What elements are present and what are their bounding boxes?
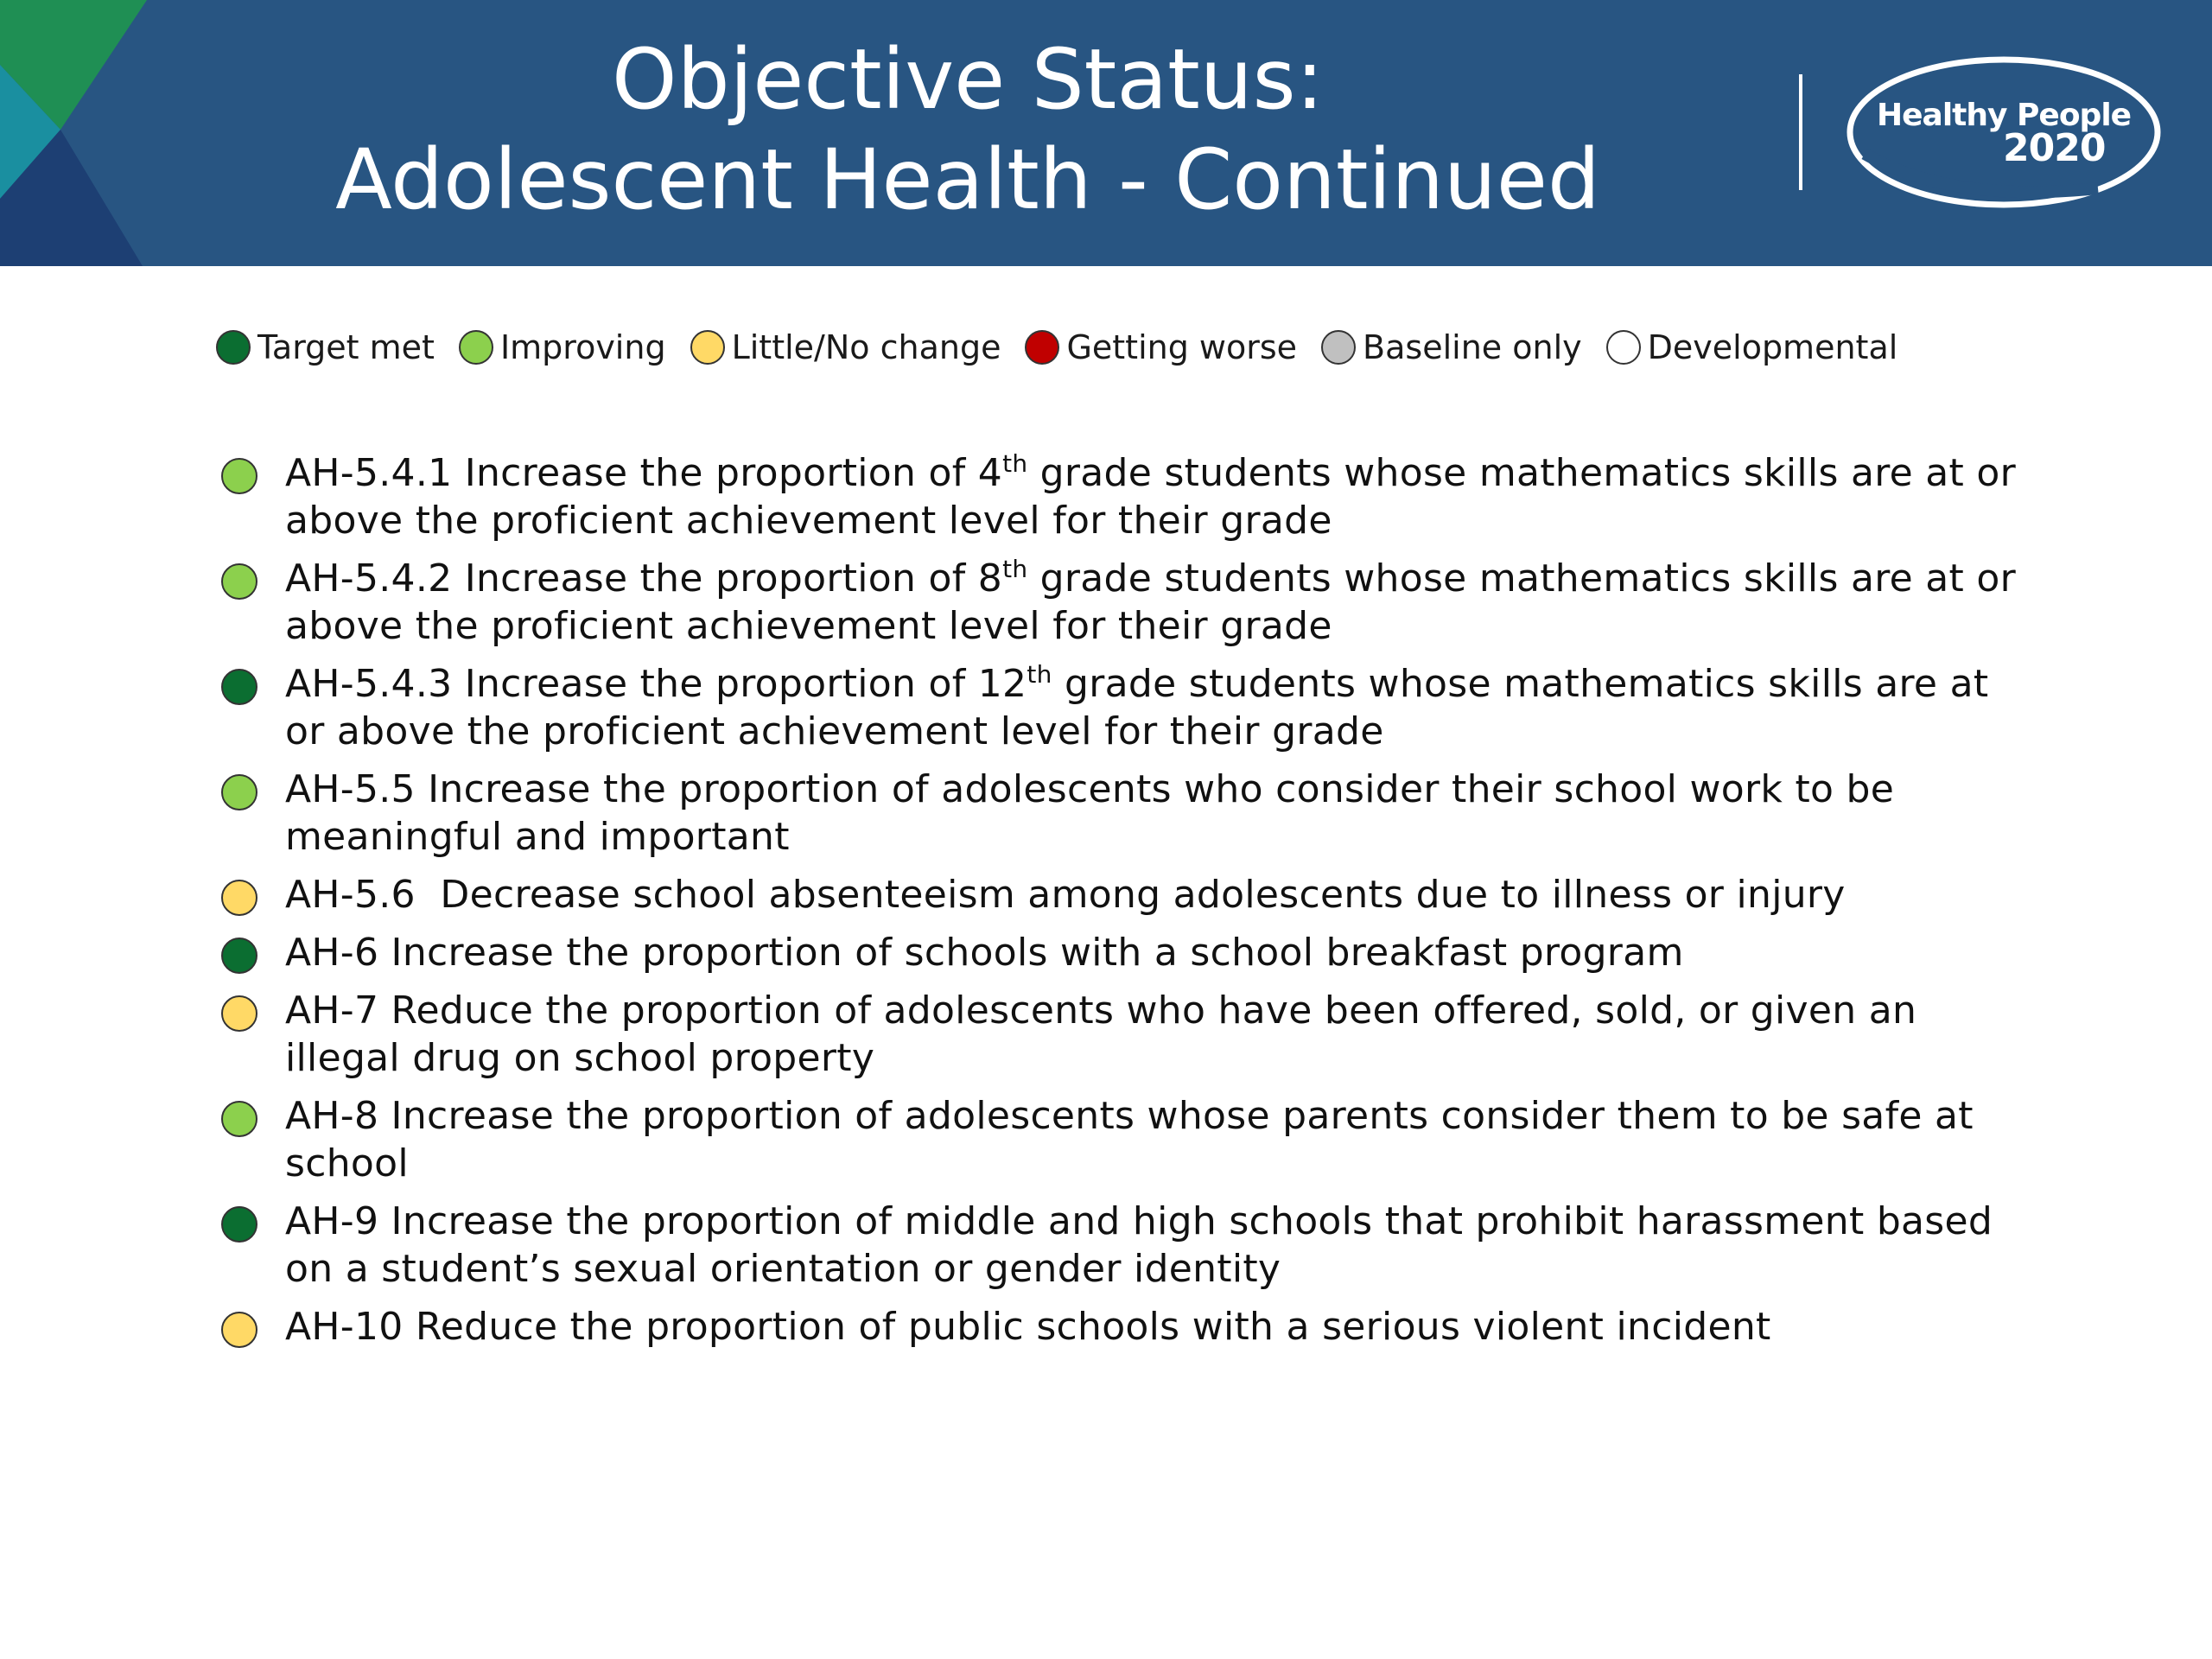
status-dot-icon [221, 1101, 257, 1137]
objective-item [218, 987, 2032, 1082]
status-dot-icon [221, 774, 257, 810]
objective-item [218, 555, 2032, 650]
status-dot-icon [221, 880, 257, 916]
legend-item-target-met [216, 328, 435, 366]
legend-item-baseline-only [1321, 328, 1582, 366]
objective-item [218, 1198, 2032, 1293]
slide-header [0, 0, 2212, 266]
objective-text: AH-8 Increase the proportion of adolescents whose parents consider them to be safe at school [285, 1094, 1974, 1185]
status-dot-icon [221, 563, 257, 600]
objective-text: AH-5.6 Decrease school absenteeism among adolescents due to illness or injury [285, 873, 1846, 917]
objective-item [218, 660, 2032, 755]
objective-text-continued: grade students whose mathematics skills are at or above the proficient achievement level for their grade [285, 451, 2017, 543]
improving-dot-icon [459, 330, 493, 365]
title-line-2: Adolescent Health - Continued [335, 131, 1600, 228]
objective-item [218, 929, 2032, 976]
objective-item [218, 1092, 2032, 1187]
legend-label: Getting worse [1066, 328, 1298, 366]
healthy-people-logo [1839, 50, 2169, 214]
legend-label: Improving [499, 328, 666, 366]
objective-text-continued: grade students whose mathematics skills are at or above the proficient achievement level for their grade [285, 556, 2017, 648]
objective-text: AH-5.4.2 Increase the proportion of 8 [285, 556, 1003, 601]
ordinal-suffix: th [1027, 660, 1052, 689]
baseline-only-dot-icon [1321, 330, 1356, 365]
status-dot-icon [221, 669, 257, 705]
little-no-change-dot-icon [690, 330, 725, 365]
title-line-1: Objective Status: [612, 31, 1324, 128]
page-title [225, 29, 1711, 230]
objective-text: AH-7 Reduce the proportion of adolescents who have been offered, sold, or given an illegal drug on school property [285, 988, 1917, 1080]
status-dot-icon [221, 938, 257, 974]
corner-decoration [0, 0, 173, 266]
logo-text-healthy-people: Healthy People [1877, 98, 2132, 133]
status-dot-icon [221, 1206, 257, 1243]
status-legend [216, 323, 1897, 372]
getting-worse-dot-icon [1025, 330, 1059, 365]
objective-text: AH-5.4.1 Increase the proportion of 4 [285, 451, 1003, 495]
objective-text: AH-9 Increase the proportion of middle and high schools that prohibit harassment based on a student’s sexual orientation or gender identity [285, 1199, 1993, 1291]
legend-label: Developmental [1647, 328, 1898, 366]
objective-item [218, 871, 2032, 918]
objective-item [218, 449, 2032, 544]
ordinal-suffix: th [1002, 555, 1028, 583]
objective-text: AH-10 Reduce the proportion of public schools with a serious violent incident [285, 1305, 1771, 1349]
target-met-dot-icon [216, 330, 251, 365]
status-dot-icon [221, 458, 257, 494]
legend-item-getting-worse [1025, 328, 1297, 366]
status-dot-icon [221, 995, 257, 1032]
objective-item [218, 1303, 2032, 1351]
objectives-list [218, 449, 2032, 1361]
logo-text-year: 2020 [2003, 126, 2106, 170]
objective-text: AH-5.5 Increase the proportion of adolescents who consider their school work to be meaningful and important [285, 767, 1895, 859]
developmental-dot-icon [1606, 330, 1641, 365]
status-dot-icon [221, 1312, 257, 1348]
header-divider [1799, 74, 1802, 190]
legend-item-developmental [1606, 328, 1898, 366]
ordinal-suffix: th [1002, 449, 1028, 478]
legend-item-little-no-change [690, 328, 1001, 366]
legend-label: Little/No change [731, 328, 1001, 366]
legend-item-improving [459, 328, 666, 366]
objective-text: AH-5.4.3 Increase the proportion of 12 [285, 662, 1027, 706]
objective-text: AH-6 Increase the proportion of schools with a school breakfast program [285, 931, 1684, 975]
objective-text-continued: grade students whose mathematics skills are at or above the proficient achievement level for their grade [285, 662, 1989, 753]
legend-label: Target met [257, 328, 435, 366]
legend-label: Baseline only [1363, 328, 1582, 366]
objective-item [218, 766, 2032, 861]
